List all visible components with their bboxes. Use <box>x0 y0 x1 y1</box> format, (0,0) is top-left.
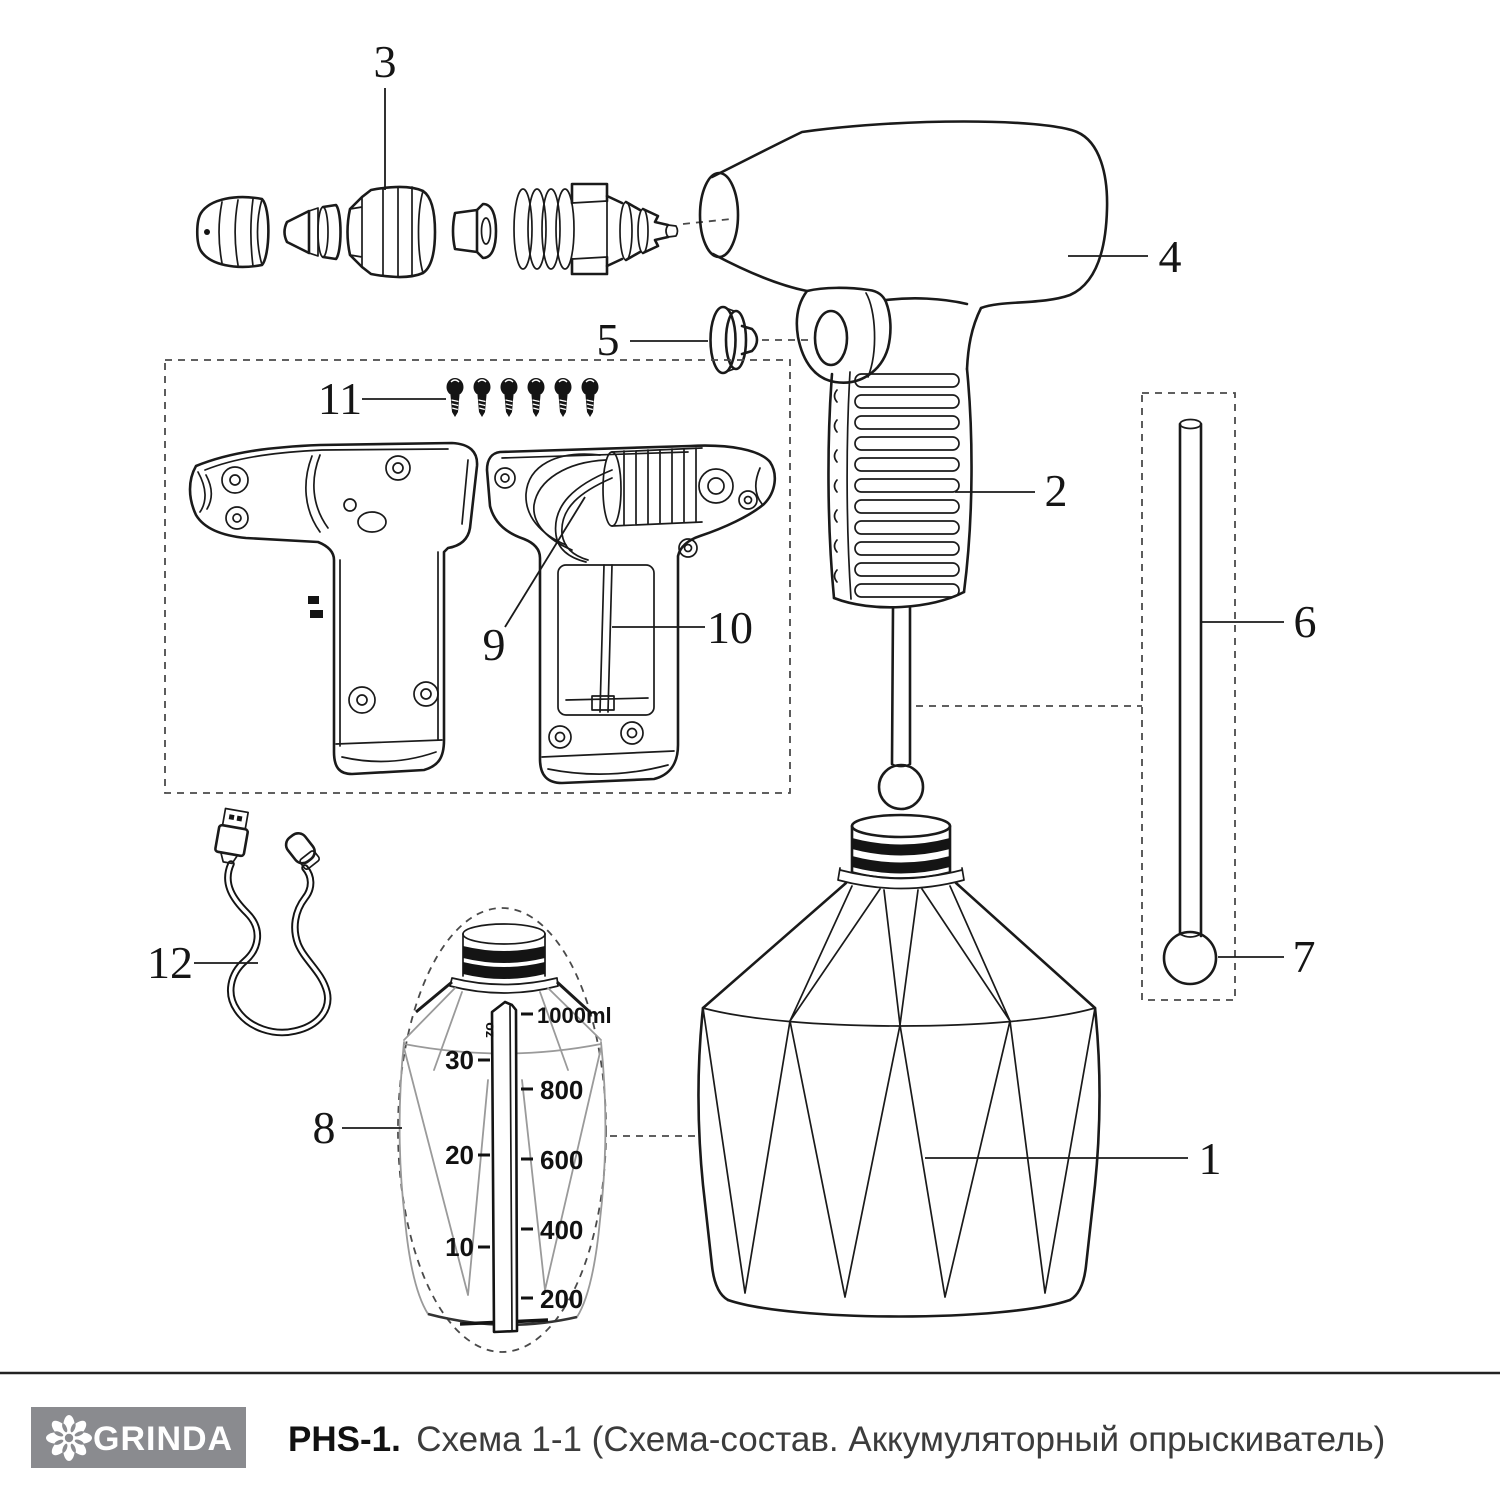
motor-assembly <box>603 448 733 526</box>
tube-detail-box <box>1142 393 1235 1000</box>
part-label-9: 9 <box>482 619 506 670</box>
wiring <box>526 454 612 562</box>
scale-oz-20: 20 <box>445 1140 474 1170</box>
part-label-10: 10 <box>707 602 753 653</box>
callout-10 <box>612 602 753 653</box>
brand-name: GRINDA <box>93 1420 234 1458</box>
callout-3 <box>374 36 397 190</box>
part-label-2: 2 <box>1044 465 1068 516</box>
callout-1 <box>925 1133 1222 1184</box>
tank-bottle <box>699 815 1100 1317</box>
callout-5 <box>597 314 709 365</box>
scale-800: 800 <box>540 1075 584 1105</box>
seal-washer <box>453 204 496 258</box>
part-label-5: 5 <box>596 314 620 365</box>
scale-200: 200 <box>540 1284 584 1314</box>
sprayer-head-body <box>700 122 1107 383</box>
callout-6 <box>1202 596 1317 647</box>
pump-stem-tube <box>879 608 923 809</box>
part-label-8: 8 <box>312 1102 336 1153</box>
part-label-11: 11 <box>317 373 363 424</box>
callout-12 <box>147 937 258 988</box>
housing-shell-left <box>190 443 477 774</box>
callout-8 <box>313 1102 403 1153</box>
scale-detail-view <box>398 908 700 1352</box>
usb-a-plug <box>213 808 251 865</box>
scale-oz-10: 10 <box>445 1232 474 1262</box>
grip-handle <box>828 369 971 607</box>
usb-cable <box>213 808 327 1033</box>
tube-weight-ball <box>1164 932 1216 984</box>
part-label-3: 3 <box>373 36 397 87</box>
scale-oz-unit: oz <box>483 1022 499 1038</box>
nozzle-end-cap <box>197 197 268 267</box>
nozzle-tip-cone <box>285 205 341 259</box>
part-label-6: 6 <box>1293 596 1317 647</box>
usb-c-plug <box>282 830 322 872</box>
suction-tube <box>1164 420 1216 985</box>
scale-600: 600 <box>540 1145 584 1175</box>
callout-4 <box>1068 231 1182 282</box>
callout-7 <box>1218 931 1316 982</box>
scale-400: 400 <box>540 1215 584 1245</box>
model-number: PHS-1. <box>288 1420 401 1459</box>
nozzle-axis-dashed-line <box>683 219 731 224</box>
part-label-1: 1 <box>1198 1133 1222 1184</box>
battery-pack <box>558 565 654 715</box>
part-label-4: 4 <box>1158 231 1182 282</box>
grinda-flower-icon <box>46 1415 92 1461</box>
callout-11 <box>318 373 446 424</box>
footer <box>31 1407 1385 1468</box>
housing-detail-box <box>165 360 790 793</box>
nozzle-adjuster-cap <box>348 187 436 277</box>
scale-oz-30: 30 <box>445 1045 474 1075</box>
part-label-12: 12 <box>147 937 193 988</box>
scale-1000ml: 1000ml <box>537 1003 612 1028</box>
part-label-7: 7 <box>1292 931 1316 982</box>
diagram-subtitle: Схема 1-1 (Схема-состав. Аккумуляторный опрыскиватель) <box>416 1420 1386 1459</box>
threaded-connector <box>514 184 678 274</box>
diagram-title <box>288 1420 1385 1459</box>
screws-set <box>447 378 599 417</box>
